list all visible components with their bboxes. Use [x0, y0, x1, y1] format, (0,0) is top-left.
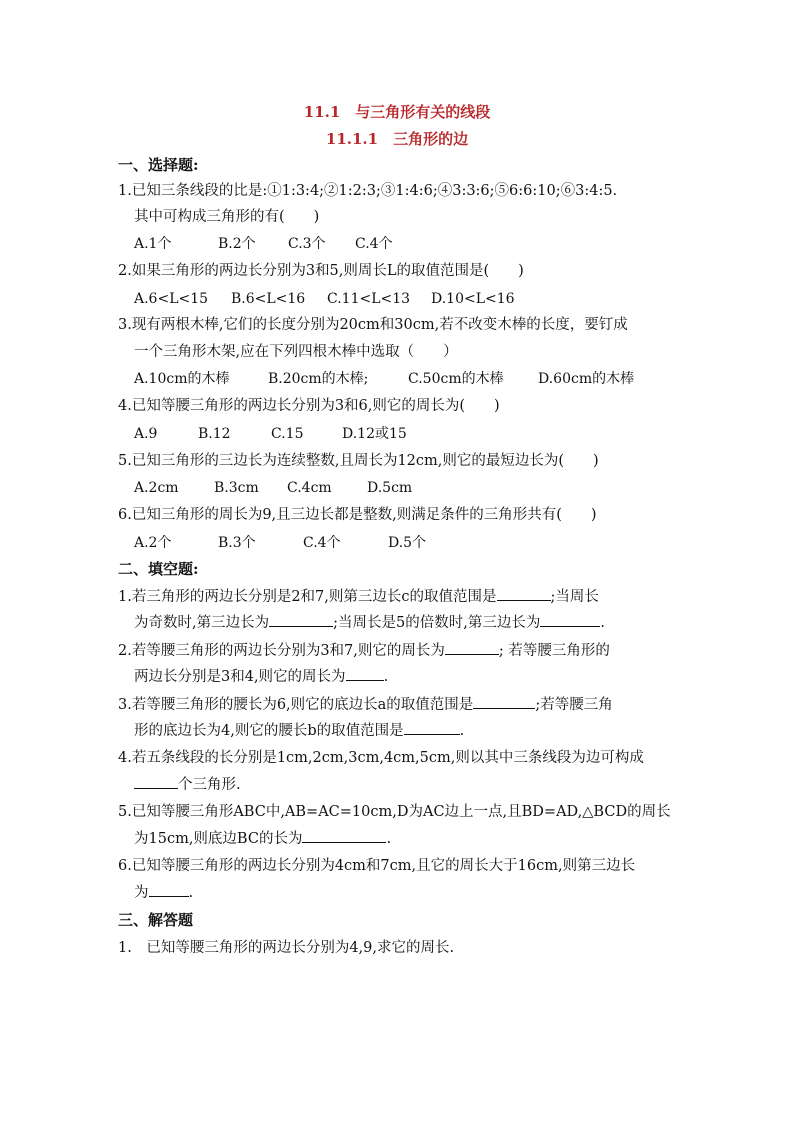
- question-5-line-1: 5.已知三角形的三边长为连续整数,且周长为12cm,则它的最短边长为( ): [118, 453, 599, 469]
- fill-6-text-c: .: [188, 885, 194, 901]
- q6-option-c: C.4个: [303, 535, 341, 551]
- q6-option-b: B.3个: [218, 535, 256, 551]
- fill-3-line-1: [118, 694, 613, 715]
- q1-option-d: C.4个: [355, 236, 393, 252]
- fill-1-text-b: ;当周长: [550, 589, 599, 605]
- q3-option-c: C.50cm的木棒: [408, 371, 504, 387]
- q4-option-b: B.12: [198, 426, 231, 442]
- answer-blank: [346, 666, 384, 681]
- q6-option-a: A.2个: [134, 535, 172, 551]
- q2-option-a: A.6<L<15: [134, 291, 209, 307]
- q1-option-b: B.2个: [218, 236, 256, 252]
- q6-option-d: D.5个: [388, 535, 427, 551]
- question-1-line-1: 1.已知三条线段的比是:①1:3:4;②1:2:3;③1:4:6;④3:3:6;⑤6:6:10;⑥3:4:5.: [118, 183, 618, 199]
- q1-option-c: C.3个: [288, 236, 326, 252]
- fill-1-line-1: [118, 586, 599, 607]
- q2-option-c: C.11<L<13: [327, 291, 411, 307]
- fill-3-text-d: .: [459, 723, 465, 739]
- section-heading-choice: 一、选择题:: [118, 156, 199, 174]
- question-3-line-1: 3.现有两根木棒,它们的长度分别为20cm和30cm,若不改变木棒的长度，要钉成: [118, 317, 628, 333]
- fill-4-text-b: 个三角形.: [178, 777, 241, 793]
- fill-6-line-2: [134, 882, 193, 903]
- question-2-line-1: 2.如果三角形的两边长分别为3和5,则周长L的取值范围是( ): [118, 263, 524, 279]
- fill-3-line-2: [134, 720, 464, 741]
- answer-blank: [540, 612, 600, 627]
- fill-1-text-d: ;当周长是5的倍数时,第三边长为: [333, 615, 541, 631]
- fill-3-text-c: 形的底边长为4,则它的腰长b的取值范围是: [134, 723, 404, 739]
- page-title: 11.1 与三角形有关的线段: [303, 103, 491, 121]
- fill-1-text-a: 1.若三角形的两边长分别是2和7,则第三边长c的取值范围是: [118, 589, 497, 605]
- fill-1-line-2: [134, 612, 605, 633]
- question-1-line-2: 其中可构成三角形的有( ): [134, 209, 320, 225]
- q4-option-d: D.12或15: [342, 426, 407, 442]
- fill-2-text-a: 2.若等腰三角形的两边长分别为3和7,则它的周长为: [118, 643, 445, 659]
- answer-blank: [269, 612, 333, 627]
- q3-option-b: B.20cm的木棒;: [268, 371, 369, 387]
- fill-4-line-2: [134, 774, 241, 795]
- question-4-line-1: 4.已知等腰三角形的两边长分别为3和6,则它的周长为( ): [118, 398, 500, 414]
- answer-blank: [497, 586, 551, 601]
- q3-option-d: D.60cm的木棒: [538, 371, 635, 387]
- q5-option-d: D.5cm: [367, 480, 413, 496]
- fill-2-line-1: [118, 640, 610, 661]
- section-heading-solve: 三、解答题: [118, 911, 194, 929]
- fill-5-text-b: 为15cm,则底边BC的长为: [134, 831, 303, 847]
- answer-blank: [473, 694, 535, 709]
- answer-blank: [134, 774, 178, 789]
- fill-4-line-1: 4.若五条线段的长分别是1cm,2cm,3cm,4cm,5cm,则以其中三条线段为边可构成: [118, 750, 644, 766]
- fill-5-text-c: .: [386, 831, 392, 847]
- fill-6-line-1: 6.已知等腰三角形的两边长分别为4cm和7cm,且它的周长大于16cm,则第三边长: [118, 858, 636, 874]
- q2-option-b: B.6<L<16: [231, 291, 306, 307]
- fill-6-text-b: 为: [134, 885, 149, 901]
- fill-5-line-2: [134, 828, 391, 849]
- fill-2-text-b: ; 若等腰三角形的: [498, 643, 610, 659]
- fill-3-text-b: ;若等腰三角: [535, 697, 613, 713]
- section-heading-fill: 二、填空题:: [118, 560, 199, 578]
- answer-blank: [302, 828, 386, 843]
- answer-blank: [404, 720, 460, 735]
- fill-5-line-1: 5.已知等腰三角形ABC中,AB=AC=10cm,D为AC边上一点,且BD=AD,△BCD的周长: [118, 804, 671, 820]
- question-6-line-1: 6.已知三角形的周长为9,且三边长都是整数,则满足条件的三角形共有( ): [118, 507, 597, 523]
- question-3-line-2: 一个三角形木架,应在下列四根木棒中选取（ ）: [134, 344, 458, 360]
- fill-3-text-a: 3.若等腰三角形的腰长为6,则它的底边长a的取值范围是: [118, 697, 474, 713]
- q1-option-a: A.1个: [134, 236, 172, 252]
- q4-option-a: A.9: [134, 426, 158, 442]
- answer-blank: [149, 882, 189, 897]
- fill-1-text-e: .: [600, 615, 605, 631]
- solve-1-line-1: 1. 已知等腰三角形的两边长分别为4,9,求它的周长.: [118, 940, 455, 956]
- q3-option-a: A.10cm的木棒: [134, 371, 230, 387]
- fill-1-text-c: 为奇数时,第三边长为: [134, 615, 270, 631]
- fill-2-line-2: [134, 666, 388, 687]
- q5-option-c: C.4cm: [287, 480, 332, 496]
- q4-option-c: C.15: [271, 426, 304, 442]
- page-subtitle: 11.1.1 三角形的边: [325, 130, 469, 148]
- q5-option-a: A.2cm: [134, 480, 179, 496]
- fill-2-text-c: 两边长分别是3和4,则它的周长为: [134, 669, 346, 685]
- q2-option-d: D.10<L<16: [431, 291, 515, 307]
- fill-2-text-d: .: [383, 669, 389, 685]
- q5-option-b: B.3cm: [214, 480, 259, 496]
- answer-blank: [445, 640, 499, 655]
